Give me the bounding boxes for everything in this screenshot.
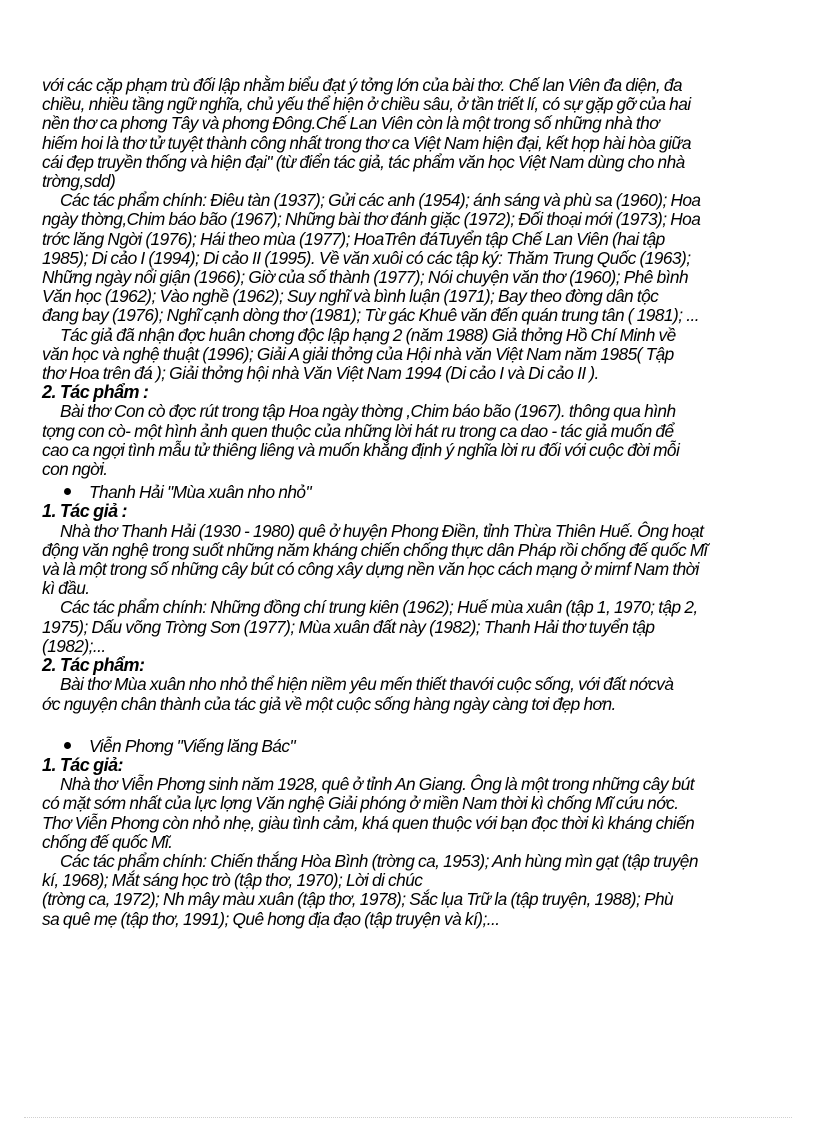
text-line: tợng con cò- một hình ảnh quen thuộc của những lời hát ru trong ca dao - tác giả muốn để xyxy=(42,420,674,441)
text-line: động văn nghệ trong suốt những năm kháng chiến chống thực dân Pháp rồi chống đế quốc Mĩ xyxy=(42,539,707,560)
text-line: sa quê mẹ (tập thơ, 1991); Quê hơng địa đạo (tập truyện và kí);... xyxy=(42,908,500,929)
text-line: ớc nguyện chân thành của tác giả về một cuộc sống hàng ngày càng tơi đẹp hơn. xyxy=(42,693,616,714)
bullet-item xyxy=(42,483,782,502)
text-line: chiều, nhiều tầng ngữ nghĩa, chủ yếu thể hiện ở chiều sâu, ở tần triết lí, có sự gặp gỡ của hai xyxy=(42,94,691,115)
text-line: 1985); Di cảo I (1994); Di cảo II (1995). Về văn xuôi có các tập ký: Thăm Trung Quốc (1963); xyxy=(42,247,691,268)
text-line: kì đầu. xyxy=(42,578,90,599)
text-line: Thơ Viễn Phơng còn nhỏ nhẹ, giàu tình cảm, khá quen thuộc với bạn đọc thời kì kháng chiến xyxy=(42,812,695,833)
text-line: đang bay (1976); Nghĩ cạnh dòng thơ (1981); Từ gác Khuê văn đến quán trung tân ( 1981); ... xyxy=(42,305,699,326)
text-line: chống đế quốc Mĩ. xyxy=(42,831,173,852)
text-line: 1975); Dấu võng Trờng Sơn (1977); Mùa xuân đất này (1982); Thanh Hải thơ tuyển tập xyxy=(42,616,655,637)
text-line: và là một trong số những cây bút có công xây dựng nền văn học cách mạng ở mirnf Nam thời xyxy=(42,559,699,580)
text-line: Văn học (1962); Vào nghề (1962); Suy nghĩ và bình luận (1971); Bay theo đờng dân tộc xyxy=(42,286,659,307)
bullet-icon xyxy=(64,742,71,749)
bullet-icon xyxy=(64,488,71,495)
text-line: Những ngày nổi giận (1966); Giờ của số thành (1977); Nói chuyện văn thơ (1960); Phê bình xyxy=(42,267,689,288)
text-line: ngày thờng,Chim báo bão (1967); Những bài thơ đánh giặc (1972); Đối thoại mới (1973); Hoa xyxy=(42,209,701,230)
document-page xyxy=(42,76,782,929)
text-line: Nhà thơ Thanh Hải (1930 - 1980) quê ở huyện Phong Điền, tỉnh Thừa Thiên Huế. Ông hoạt xyxy=(60,520,704,541)
text-line: văn học và nghệ thuật (1996); Giải A giải thởng của Hội nhà văn Việt Nam năm 1985( Tập xyxy=(42,343,674,364)
text-line: hiếm hoi là thơ tử tuyệt thành công nhất trong thơ ca Việt Nam hiện đại, kết hợp hài hòa giữa xyxy=(42,132,691,153)
text-line: cao ca ngợi tình mẫu tử thiêng liêng và muốn khẳng định ý nghĩa lời ru đối với cuộc đời mỗi xyxy=(42,439,680,460)
text-line: Các tác phẩm chính: Điêu tàn (1937); Gửi các anh (1954); ánh sáng và phù sa (1960); Hoa xyxy=(60,190,701,211)
section-heading: 1. Tác giả : xyxy=(42,501,127,522)
text-line: Các tác phẩm chính: Chiến thắng Hòa Bình (trờng ca, 1953); Anh hùng mìn gạt (tập truyện xyxy=(60,850,698,871)
text-line: con ngời. xyxy=(42,459,108,480)
page-border xyxy=(24,1117,792,1118)
text-line: trờng,sdd) xyxy=(42,171,116,192)
section-heading: 2. Tác phẩm: xyxy=(42,655,145,676)
text-line: nền thơ ca phơng Tây và phơng Đông.Chế Lan Viên còn là một trong số những nhà thơ xyxy=(42,113,660,134)
text-line: trớc lăng Ngời (1976); Hái theo mùa (1977); HoaTrên đáTuyển tập Chế Lan Viên (hai tập xyxy=(42,228,665,249)
text-line: với các cặp phạm trù đối lập nhằm biểu đạt ý tởng lớn của bài thơ. Chế lan Viên đa diện, đa xyxy=(42,75,682,95)
text-line: kí, 1968); Mắt sáng học trò (tập thơ, 1970); Lời di chúc xyxy=(42,870,423,891)
text-line: thơ Hoa trên đá ); Giải thởng hội nhà Văn Việt Nam 1994 (Di cảo I và Di cảo II ). xyxy=(42,363,599,384)
blank-line xyxy=(42,714,782,733)
text-line: có mặt sớm nhất của lực lợng Văn nghệ Giải phóng ở miền Nam thời kì chống Mĩ cứu nớc. xyxy=(42,793,679,814)
text-line: cái đẹp truyền thống và hiện đại" (từ điển tác giả, tác phẩm văn học Việt Nam dùng cho nhà xyxy=(42,151,685,172)
text-line: Bài thơ Mùa xuân nho nhỏ thể hiện niềm yêu mến thiết thavới cuộc sống, với đất nớcvà xyxy=(60,674,674,695)
text-line: Bài thơ Con cò đợc rút trong tập Hoa ngày thờng ,Chim báo bão (1967). thông qua hình xyxy=(60,401,676,422)
section-heading: 1. Tác giả: xyxy=(42,754,123,775)
bullet-text: Thanh Hải "Mùa xuân nho nhỏ" xyxy=(89,482,312,503)
section-heading: 2. Tác phẩm : xyxy=(42,382,149,403)
text-line: Các tác phẩm chính: Những đồng chí trung kiên (1962); Huế mùa xuân (tập 1, 1970; tập 2, xyxy=(60,597,698,618)
bullet-text: Viễn Phơng "Viếng lăng Bác" xyxy=(89,735,296,756)
text-line: Tác giả đã nhận đợc huân chơng độc lập hạng 2 (năm 1988) Giả thởng Hồ Chí Minh về xyxy=(60,324,676,345)
bullet-item xyxy=(42,737,782,756)
text-line: (1982);... xyxy=(42,635,106,656)
text-line: (trờng ca, 1972); Nh mây màu xuân (tập thơ, 1978); Sắc lụa Trữ la (tập truyện, 1988); Phù xyxy=(42,889,674,910)
text-line: Nhà thơ Viễn Phơng sinh năm 1928, quê ở tỉnh An Giang. Ông là một trong những cây bút xyxy=(60,774,695,795)
